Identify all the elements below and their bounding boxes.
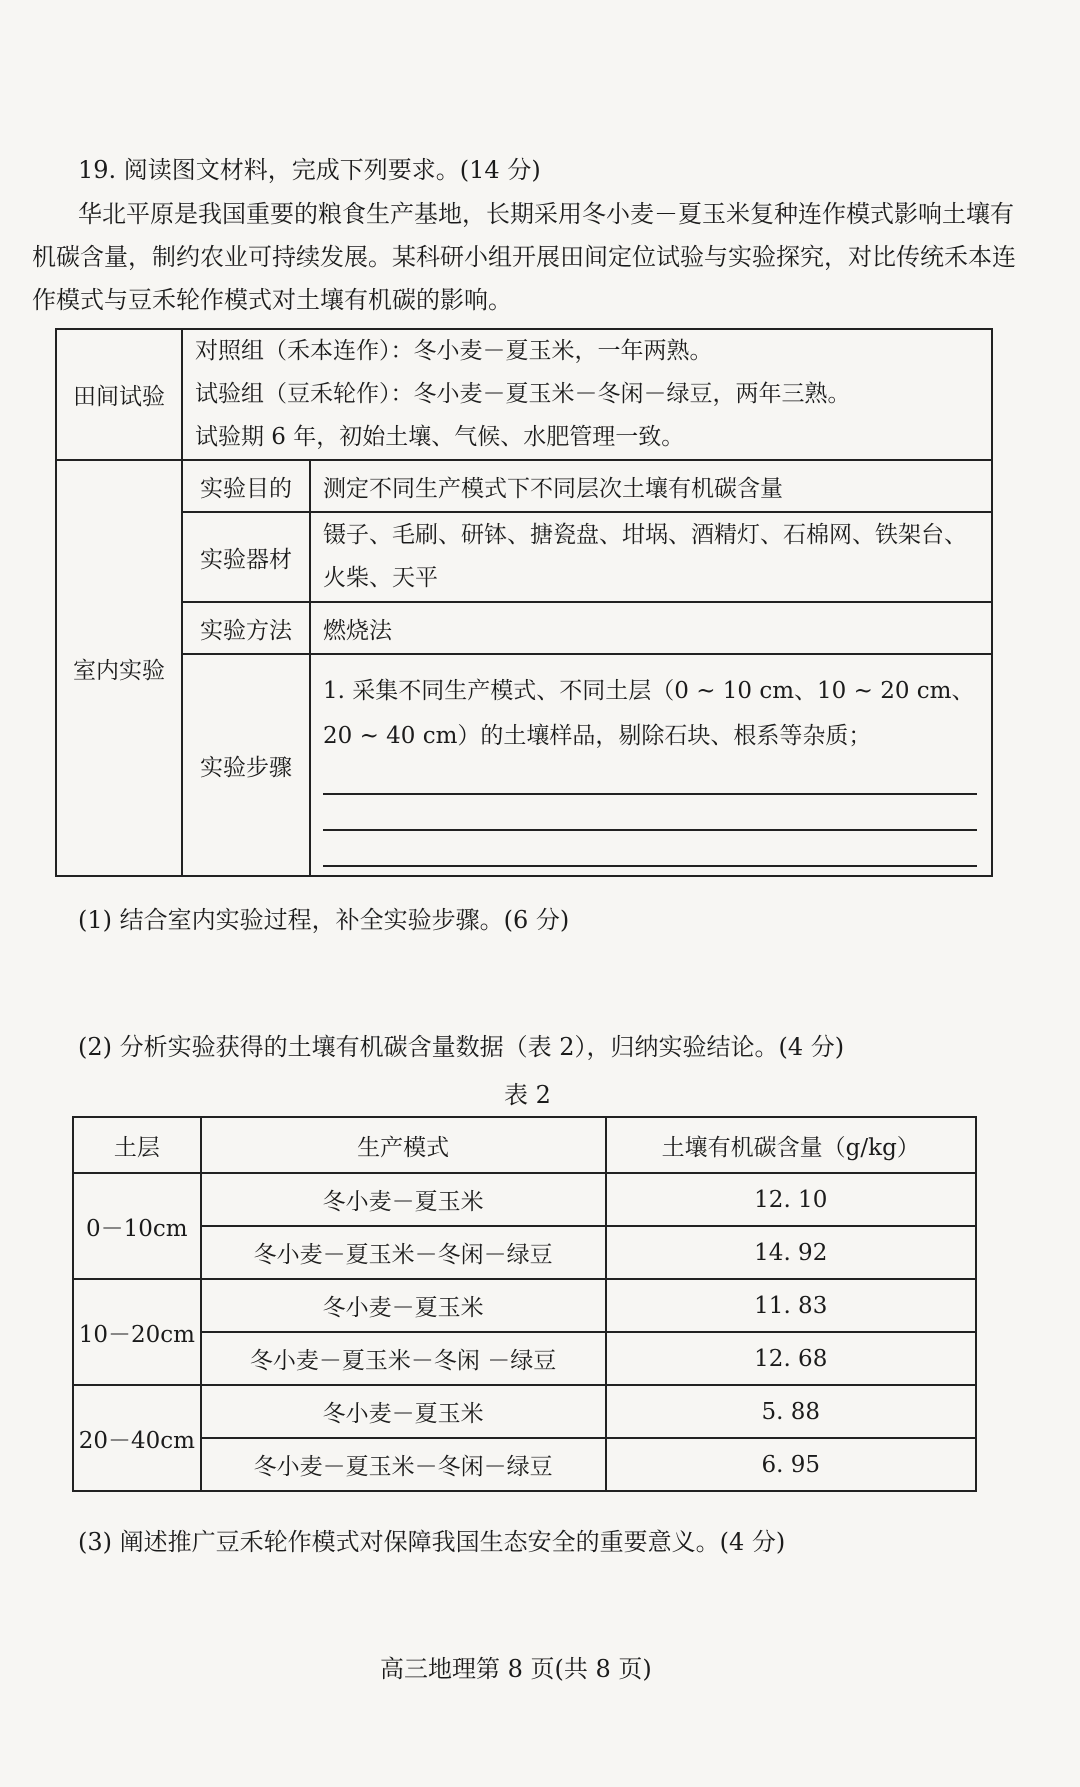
mode-cell: 冬小麦－夏玉米－冬闲－绿豆 xyxy=(201,1226,606,1279)
field-row xyxy=(56,329,992,460)
table-row xyxy=(73,1385,976,1438)
sub-question-1: (1) 结合室内实验过程，补全实验步骤。(6 分) xyxy=(78,906,570,934)
field-label: 田间试验 xyxy=(56,329,182,460)
indoor-label: 室内实验 xyxy=(56,460,182,876)
field-line: 试验组（豆禾轮作）：冬小麦－夏玉米－冬闲－绿豆，两年三熟。 xyxy=(195,381,851,407)
value-cell: 5. 88 xyxy=(606,1385,977,1438)
question-title: 19. 阅读图文材料，完成下列要求。(14 分) xyxy=(78,156,541,184)
layer-cell: 10－20cm xyxy=(73,1279,201,1385)
layer-cell: 20－40cm xyxy=(73,1385,201,1491)
indoor-row-steps xyxy=(56,654,992,876)
field-line: 对照组（禾本连作）：冬小麦－夏玉米，一年两熟。 xyxy=(195,338,713,364)
field-content xyxy=(182,329,992,460)
indoor-row-purpose xyxy=(56,460,992,512)
row-label: 实验步骤 xyxy=(182,654,310,876)
value-cell: 6. 95 xyxy=(606,1438,977,1491)
row-content: 测定不同生产模式下不同层次土壤有机碳含量 xyxy=(310,460,992,512)
steps-content xyxy=(310,654,992,876)
value-cell: 12. 10 xyxy=(606,1173,977,1226)
table-row xyxy=(73,1279,976,1332)
indoor-row-method xyxy=(56,602,992,654)
indoor-row-equipment xyxy=(56,512,992,602)
question-intro xyxy=(32,193,1022,322)
table-row xyxy=(73,1438,976,1491)
carbon-table xyxy=(72,1116,977,1492)
header-layer: 土层 xyxy=(73,1117,201,1173)
experiment-table xyxy=(55,328,993,877)
row-label: 实验器材 xyxy=(182,512,310,602)
step-1-text: 1. 采集不同生产模式、不同土层（0 ~ 10 cm、10 ~ 20 cm、20 ~ 40 cm）的土壤样品，剔除石块、根系等杂质； xyxy=(323,678,975,749)
row-label: 实验方法 xyxy=(182,602,310,654)
table2-caption: 表 2 xyxy=(504,1081,551,1109)
row-content: 镊子、毛刷、研钵、搪瓷盘、坩埚、酒精灯、石棉网、铁架台、火柴、天平 xyxy=(310,512,992,602)
table-row xyxy=(73,1226,976,1279)
sub-question-2: (2) 分析实验获得的土壤有机碳含量数据（表 2），归纳实验结论。(4 分) xyxy=(78,1033,845,1061)
mode-cell: 冬小麦－夏玉米－冬闲 －绿豆 xyxy=(201,1332,606,1385)
question-intro-text: 华北平原是我国重要的粮食生产基地，长期采用冬小麦－夏玉米复种连作模式影响土壤有机碳含量，制约农业可持续发展。某科研小组开展田间定位试验与实验探究，对比传统禾本连作模式与豆禾轮作模式对土壤有机碳的影响。 xyxy=(32,200,1016,314)
row-content: 燃烧法 xyxy=(310,602,992,654)
value-cell: 11. 83 xyxy=(606,1279,977,1332)
table-header-row xyxy=(73,1117,976,1173)
table-row xyxy=(73,1332,976,1385)
mode-cell: 冬小麦－夏玉米 xyxy=(201,1385,606,1438)
header-carbon: 土壤有机碳含量（g/kg） xyxy=(606,1117,977,1173)
table-row xyxy=(73,1173,976,1226)
answer-blank-line[interactable] xyxy=(323,795,977,831)
field-line: 试验期 6 年，初始土壤、气候、水肥管理一致。 xyxy=(195,424,685,450)
layer-cell: 0－10cm xyxy=(73,1173,201,1279)
mode-cell: 冬小麦－夏玉米 xyxy=(201,1173,606,1226)
answer-blank-line[interactable] xyxy=(323,759,977,795)
mode-cell: 冬小麦－夏玉米－冬闲－绿豆 xyxy=(201,1438,606,1491)
header-mode: 生产模式 xyxy=(201,1117,606,1173)
answer-blank-line[interactable] xyxy=(323,831,977,867)
page-footer: 高三地理第 8 页(共 8 页) xyxy=(380,1655,652,1683)
sub-question-3: (3) 阐述推广豆禾轮作模式对保障我国生态安全的重要意义。(4 分) xyxy=(78,1528,786,1556)
value-cell: 14. 92 xyxy=(606,1226,977,1279)
value-cell: 12. 68 xyxy=(606,1332,977,1385)
row-label: 实验目的 xyxy=(182,460,310,512)
mode-cell: 冬小麦－夏玉米 xyxy=(201,1279,606,1332)
